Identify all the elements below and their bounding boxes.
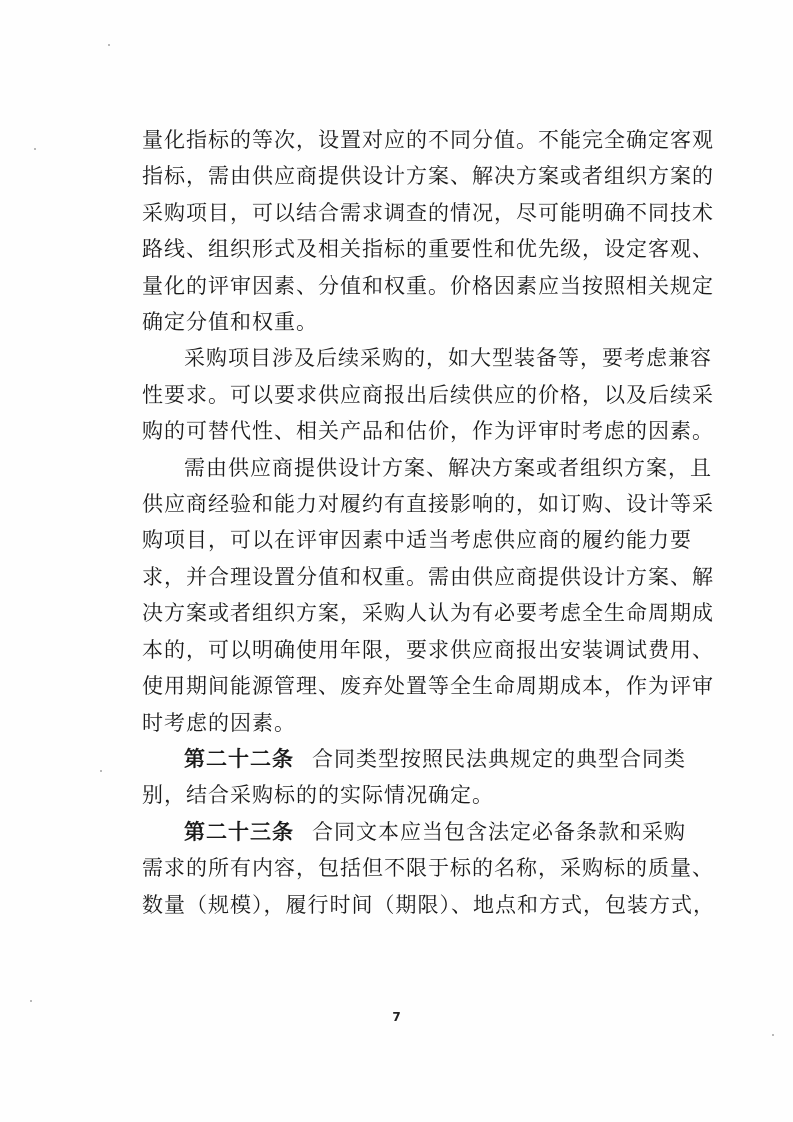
article-23-first-line: 合同文本应当包含法定必备条款和采购: [312, 819, 686, 844]
text-line: 需由供应商提供设计方案、解决方案或者组织方案，且: [184, 455, 712, 480]
text-line: 数量（规模），履行时间（期限）、地点和方式，包装方式，: [142, 892, 715, 917]
text-line: 性要求。可以要求供应商报出后续供应的价格，以及后续采: [142, 382, 714, 407]
article-22: [142, 741, 686, 814]
scan-speck: [30, 1000, 32, 1002]
scan-speck: [100, 770, 102, 772]
text-line: 别，结合采购标的的实际情况确定。: [142, 783, 494, 808]
document-body: [142, 122, 715, 923]
text-line: 需求的所有内容，包括但不限于标的名称，采购标的质量、: [142, 856, 714, 881]
paragraph-continued: [142, 122, 714, 340]
text-line: 使用期间能源管理、废弃处置等全生命周期成本，作为评审: [142, 674, 714, 699]
text-line: 确定分值和权重。: [142, 310, 318, 335]
text-line: 量化的评审因素、分值和权重。价格因素应当按照相关规定: [142, 273, 714, 298]
text-line: 本的，可以明确使用年限，要求供应商报出安装调试费用、: [142, 637, 714, 662]
text-line: 求，并合理设置分值和权重。需由供应商提供设计方案、解: [142, 564, 714, 589]
text-line: 采购项目，可以结合需求调查的情况，尽可能明确不同技术: [142, 200, 714, 225]
article-23-label: 第二十三条: [184, 819, 294, 844]
text-line: [142, 814, 686, 850]
article-22-first-line: 合同类型按照民法典规定的典型合同类: [312, 746, 686, 771]
text-line: 时考虑的因素。: [142, 710, 296, 735]
text-line: 采购项目涉及后续采购的，如大型装备等，要考虑兼容: [184, 346, 712, 371]
paragraph-follow-up-procurement: [142, 340, 714, 449]
text-line: 供应商经验和能力对履约有直接影响的，如订购、设计等采: [142, 492, 714, 517]
text-line: [142, 741, 686, 777]
text-line: 路线、组织形式及相关指标的重要性和优先级，设定客观、: [142, 237, 714, 262]
scan-speck: [772, 1034, 774, 1036]
text-line: 购的可替代性、相关产品和估价，作为评审时考虑的因素。: [142, 419, 714, 444]
text-line: 决方案或者组织方案，采购人认为有必要考虑全生命周期成: [142, 601, 714, 626]
scan-speck: [34, 148, 36, 150]
text-line: 指标，需由供应商提供设计方案、解决方案或者组织方案的: [142, 164, 714, 189]
article-22-label: 第二十二条: [184, 746, 294, 771]
paragraph-supplier-capability: [142, 450, 714, 741]
text-line: 量化指标的等次，设置对应的不同分值。不能完全确定客观: [142, 128, 714, 152]
page-number: 7: [392, 1010, 401, 1024]
article-23: [142, 814, 715, 923]
scan-speck: [108, 44, 110, 46]
text-line: 购项目，可以在评审因素中适当考虑供应商的履约能力要: [142, 528, 692, 553]
